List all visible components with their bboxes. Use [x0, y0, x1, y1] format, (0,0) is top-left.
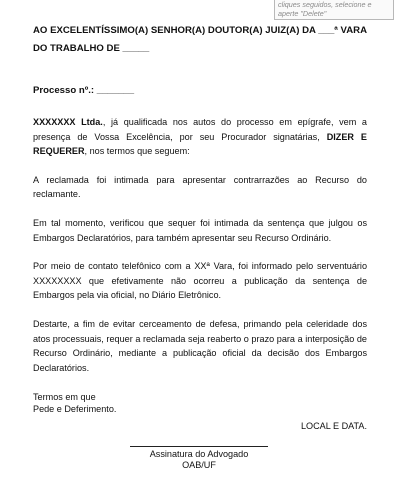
instruction-note	[274, 0, 394, 20]
paragraph-phone-contact[interactable]: Por meio de contato telefônico com a XXª Vara, foi informado pelo serventuário XXXXXXXX que efetivamente não ocorreu a publicação da sentença de Embargos pela via oficial, no Diário Eletrônico.	[33, 261, 367, 301]
closing-block	[33, 392, 367, 415]
legal-document	[33, 22, 367, 432]
intro-paragraph[interactable]	[33, 115, 367, 159]
paragraph-request[interactable]: Destarte, a fim de evitar cerceamento de defesa, primando pela celeridade dos atos processuais, requer a reclamada seja reaberto o prazo para a interposição de Recurso Ordinário, mediante a publicação oficial da decisão dos Embargos Declaratórios.	[33, 318, 367, 373]
paragraph-verification[interactable]: Em tal momento, verificou que sequer foi intimada da sentença que julgou os Embargos Declaratórios, para também apresentar seu Recurso Ordinário.	[33, 217, 367, 243]
closing-line-2[interactable]: Pede e Deferimento.	[33, 403, 117, 414]
closing-line-1[interactable]: Termos em que	[33, 392, 96, 403]
signature-oab[interactable]: OAB/UF	[182, 460, 216, 470]
signature-name[interactable]: Assinatura do Advogado	[149, 449, 249, 459]
intro-emphasis: DIZER E REQUERER	[33, 131, 368, 157]
court-address-heading[interactable]: AO EXCELENTÍSSIMO(A) SENHOR(A) DOUTOR(A) JUIZ(A) DA ___ª VARA DO TRABALHO DE _____	[33, 25, 367, 54]
intro-text-b: , nos termos que seguem:	[84, 146, 190, 157]
process-number[interactable]: Processo nº.: _______	[33, 85, 135, 96]
instruction-note-line-2: aperte "Delete"	[278, 8, 327, 18]
intro-text-a: , já qualificada nos autos do processo em epígrafe, vem a presença de Vossa Excelência, por seu Procurador signatárias,	[33, 117, 367, 142]
instruction-note-line-1: cliques seguidos, selecione e	[278, 0, 372, 9]
signature-block	[130, 446, 268, 471]
company-name: XXXXXXX Ltda.	[33, 117, 103, 127]
local-and-date[interactable]: LOCAL E DATA.	[300, 421, 367, 432]
paragraph-intimation[interactable]: A reclamada foi intimada para apresentar contrarrazões ao Recurso do reclamante.	[33, 174, 367, 200]
